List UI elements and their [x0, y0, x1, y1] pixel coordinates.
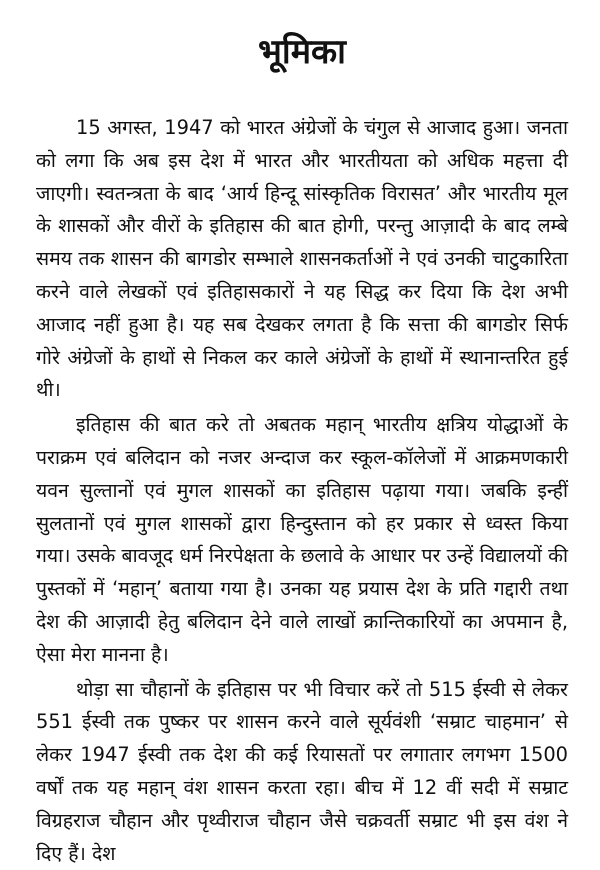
- page-title: भूमिका: [258, 32, 346, 72]
- paragraph-2: इतिहास की बात करे तो अबतक महान् भारतीय क्षत्रिय योद्धाओं के पराक्रम एवं बलिदान को नजर अन्दाज कर स्कूल-कॉलेजों में आक्रमणकारी यवन सुल्तानों एवं मुगल शासकों का इतिहास पढ़ाया गया। जबकि इन्हीं सुलतानों एवं मुगल शासकों द्वारा हिन्दुस्तान को हर प्रकार से ध्वस्त किया गया। उसके बावजूद धर्म निरपेक्षता के छलावे के आधार पर उन्हें विद्यालयों की पुस्तकों में ‘महान्’ बताया गया है। उनका यह प्रयास देश के प्रति गद्दारी तथा देश की आज़ादी हेतु बलिदान देने वाले लाखों क्रान्तिकारियों का अपमान है, ऐसा मेरा मानना है।: [36, 413, 568, 666]
- paragraph-3: थोड़ा सा चौहानों के इतिहास पर भी विचार करें तो 515 ईस्वी से लेकर 551 ईस्वी तक पुष्कर पर शासन करने वाले सूर्यवंशी ‘सम्राट चाहमान’ से लेकर 1947 ईस्वी तक देश की कई रियासतों पर लगातार लगभग 1500 वर्षों तक यह महान् वंश शासन करता रहा। बीच में 12 वीं सदी में सम्राट विग्रहराज चौहान और पृथ्वीराज चौहान जैसे चक्रवर्ती सम्राट भी इस वंश ने दिए हैं। देश: [36, 677, 568, 865]
- body-text: [36, 112, 568, 870]
- document-page: [36, 0, 568, 865]
- paragraph-1: 15 अगस्त, 1947 को भारत अंग्रेजों के चंगुल से आजाद हुआ। जनता को लगा कि अब इस देश में भारत और भारतीयता को अधिक महत्ता दी जाएगी। स्वतन्त्रता के बाद ‘आर्य हिन्दू सांस्कृतिक विरासत’ और भारतीय मूल के शासकों और वीरों के इतिहास की बात होगी, परन्तु आज़ादी के बाद लम्बे समय तक शासन की बागडोर सम्भाले शासनकर्ताओं ने एवं उनकी चाटुकारिता करने वाले लेखकों एवं इतिहासकारों ने यह सिद्ध कर दिया कि देश अभी आजाद नहीं हुआ है। यह सब देखकर लगता है कि सत्ता की बागडोर सिर्फ गोरे अंग्रेजों के हाथों से निकल कर काले अंग्रेजों के हाथों में स्थानान्तरित हुई थी।: [36, 116, 568, 402]
